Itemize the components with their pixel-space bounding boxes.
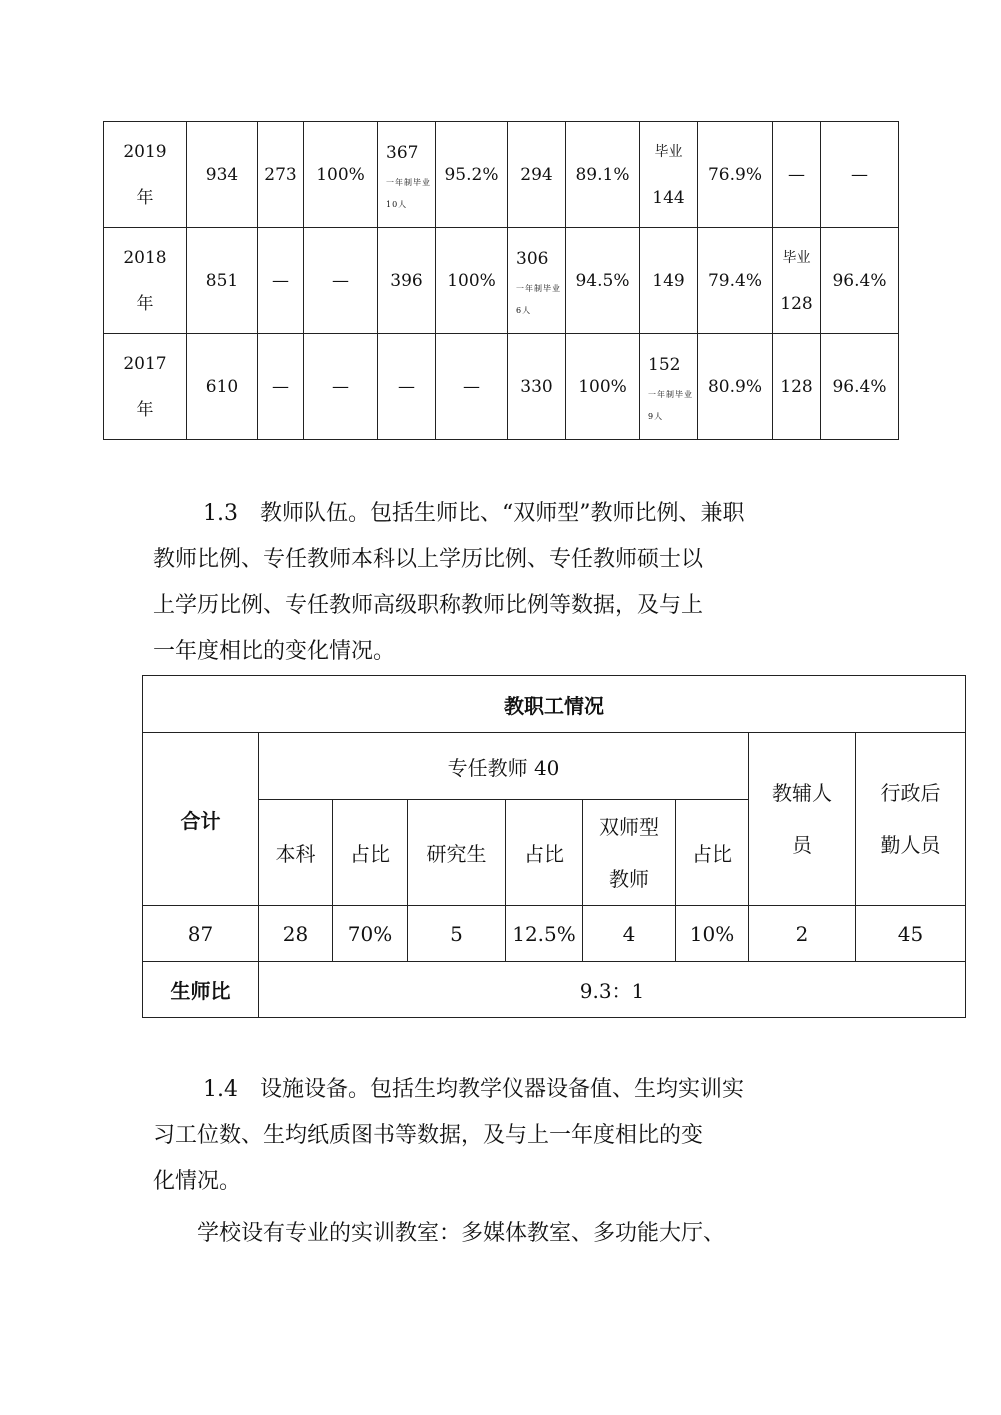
paragraph-line: 习工位数、生均纸质图书等数据，及与上一年度相比的变 <box>153 1123 704 1148</box>
table-cell: 367 一年制毕业10人 <box>378 122 436 228</box>
table-cell: 306 一年制毕业6人 <box>508 228 566 334</box>
year-cell: 2017 年 <box>104 334 187 440</box>
total-value: 87 <box>143 906 259 962</box>
paragraph-line: 化情况。 <box>153 1169 242 1194</box>
graduate-value: 5 <box>408 906 506 962</box>
total-header: 合计 <box>143 733 259 906</box>
ratio-header: 占比 <box>506 800 583 906</box>
table-cell: — <box>304 334 378 440</box>
table-cell: 95.2% <box>436 122 508 228</box>
note-text: 一年制毕业6人 <box>516 283 561 315</box>
table-cell: 273 <box>258 122 304 228</box>
ratio-header: 占比 <box>676 800 749 906</box>
table-cell: 100% <box>304 122 378 228</box>
table-cell: 152 一年制毕业9人 <box>640 334 698 440</box>
aux-staff-header: 教辅人 员 <box>749 733 856 906</box>
year-cell: 2018 年 <box>104 228 187 334</box>
staff-table <box>142 675 966 1018</box>
ratio-value: 10% <box>676 906 749 962</box>
table-row <box>104 122 899 228</box>
paragraph-line: 上学历比例、专任教师高级职称教师比例等数据，及与上 <box>153 593 704 618</box>
table-cell: — <box>773 122 821 228</box>
table-cell: 毕业 144 <box>640 122 698 228</box>
section-1-3-paragraph <box>153 491 853 675</box>
table-cell: 934 <box>187 122 258 228</box>
table-cell: — <box>258 334 304 440</box>
paragraph-line: 学校设有专业的实训教室：多媒体教室、多功能大厅、 <box>153 1221 726 1246</box>
table-cell: 396 <box>378 228 436 334</box>
note-text: 一年制毕业9人 <box>648 389 693 421</box>
dual-teacher-value: 4 <box>583 906 676 962</box>
section-1-4-body <box>153 1211 853 1257</box>
table-cell: 330 <box>508 334 566 440</box>
table-cell: — <box>378 334 436 440</box>
bachelor-header: 本科 <box>259 800 333 906</box>
student-teacher-ratio-label: 生师比 <box>143 962 259 1018</box>
paragraph-line: 一年度相比的变化情况。 <box>153 639 396 664</box>
ratio-value: 12.5% <box>506 906 583 962</box>
bachelor-value: 28 <box>259 906 333 962</box>
aux-staff-value: 2 <box>749 906 856 962</box>
table-cell: 96.4% <box>821 228 899 334</box>
ratio-header: 占比 <box>333 800 408 906</box>
table-cell: 851 <box>187 228 258 334</box>
table-cell: 80.9% <box>698 334 773 440</box>
table-cell: 毕业 128 <box>773 228 821 334</box>
table-cell: — <box>304 228 378 334</box>
table-cell: — <box>436 334 508 440</box>
paragraph-line: 1.4 设施设备。包括生均教学仪器设备值、生均实训实 <box>203 1077 744 1102</box>
ratio-value: 70% <box>333 906 408 962</box>
table-cell: 294 <box>508 122 566 228</box>
table-cell: 96.4% <box>821 334 899 440</box>
table-cell: 100% <box>436 228 508 334</box>
student-teacher-ratio-value: 9.3：1 <box>259 962 966 1018</box>
table-cell: 89.1% <box>566 122 640 228</box>
table-cell: 149 <box>640 228 698 334</box>
table-row <box>104 228 899 334</box>
staff-table-title: 教职工情况 <box>143 676 966 733</box>
table-row <box>104 334 899 440</box>
section-1-4-paragraph <box>153 1067 853 1205</box>
enrollment-table <box>103 121 899 440</box>
table-cell: 128 <box>773 334 821 440</box>
paragraph-line: 1.3 教师队伍。包括生师比、“双师型”教师比例、兼职 <box>203 501 745 526</box>
table-cell: — <box>821 122 899 228</box>
note-text: 一年制毕业10人 <box>386 177 431 209</box>
fulltime-teacher-header: 专任教师 40 <box>259 733 749 800</box>
table-cell: — <box>258 228 304 334</box>
table-cell: 100% <box>566 334 640 440</box>
table-cell: 94.5% <box>566 228 640 334</box>
graduate-header: 研究生 <box>408 800 506 906</box>
table-cell: 76.9% <box>698 122 773 228</box>
year-cell: 2019 年 <box>104 122 187 228</box>
admin-staff-value: 45 <box>856 906 966 962</box>
table-row <box>143 906 966 962</box>
table-cell: 610 <box>187 334 258 440</box>
paragraph-line: 教师比例、专任教师本科以上学历比例、专任教师硕士以 <box>153 547 704 572</box>
dual-teacher-header: 双师型 教师 <box>583 800 676 906</box>
admin-staff-header: 行政后 勤人员 <box>856 733 966 906</box>
table-cell: 79.4% <box>698 228 773 334</box>
